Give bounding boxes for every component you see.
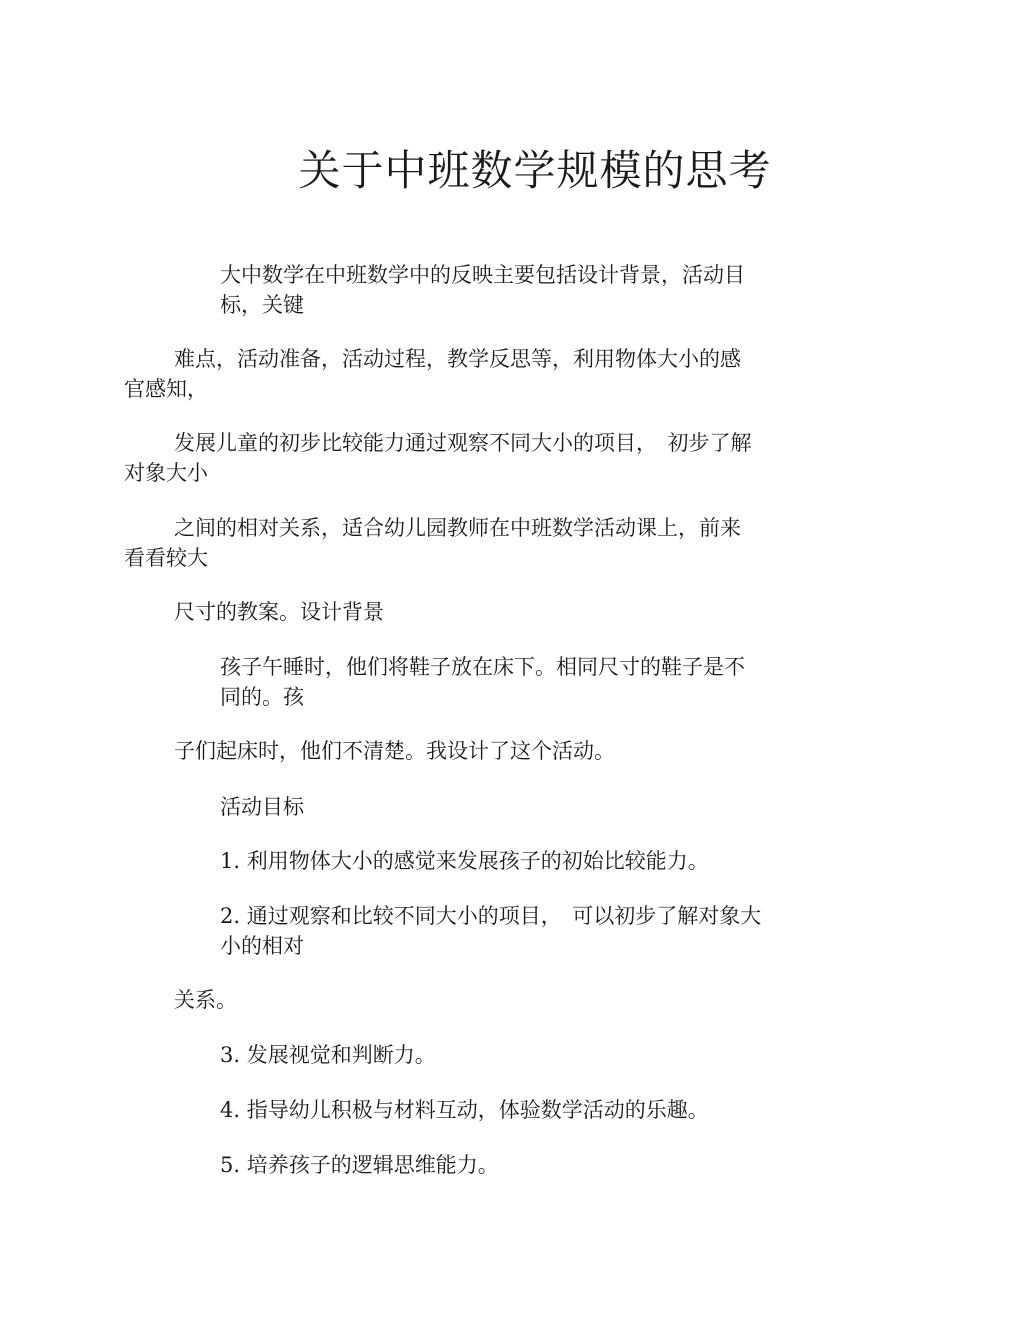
paragraph-4-line-2-wrap [124,543,208,573]
paragraph-2-line-1-wrap [174,344,741,374]
goal-item-5-text: 5. 培养孩子的逻辑思维能力。 [220,1153,499,1177]
paragraph-2-line-2: 官感知， [124,377,208,401]
paragraph-2-line-1: 难点，活动准备，活动过程，教学反思等，利用物体大小的感 [174,347,741,371]
paragraph-7-line-1: 子们起床时，他们不清楚。我设计了这个活动。 [174,739,615,763]
paragraph-2-line-2-wrap [124,374,208,404]
goal-item-2 [220,901,761,961]
goal-item-2-continuation-text: 关系。 [174,988,237,1012]
paragraph-4-line-1: 之间的相对关系，适合幼儿园教师在中班数学活动课上，前来 [174,516,741,540]
goal-item-5 [220,1150,499,1180]
paragraph-5 [174,597,384,627]
paragraph-7 [174,736,615,766]
goal-item-3-text: 3. 发展视觉和判断力。 [220,1043,436,1067]
goal-item-2-line-2: 小的相对 [220,934,304,958]
goal-item-2-continuation [174,985,237,1015]
section-heading-activity-goals [220,792,304,822]
goal-item-3 [220,1040,436,1070]
paragraph-6 [220,652,745,712]
paragraph-3-line-1: 发展儿童的初步比较能力通过观察不同大小的项目， 初步了解 [174,431,752,455]
goal-item-4 [220,1095,709,1125]
paragraph-5-line-1: 尺寸的教案。设计背景 [174,600,384,624]
paragraph-3-line-1-wrap [174,428,752,458]
goal-item-4-text: 4. 指导幼儿积极与材料互动，体验数学活动的乐趣。 [220,1098,709,1122]
paragraph-3-line-2: 对象大小 [124,461,208,485]
paragraph-6-line-2: 同的。孩 [220,685,304,709]
paragraph-3-line-2-wrap [124,458,208,488]
paragraph-4-line-2: 看看较大 [124,546,208,570]
paragraph-1-line-2: 标，关键 [220,293,304,317]
paragraph-4-line-1-wrap [174,513,741,543]
document-title: 关于中班数学规模的思考 [298,146,772,195]
paragraph-6-line-1: 孩子午睡时，他们将鞋子放在床下。相同尺寸的鞋子是不 [220,655,745,679]
paragraph-1-line-1: 大中数学在中班数学中的反映主要包括设计背景，活动目 [220,263,745,287]
paragraph-1 [220,260,745,320]
section-heading-text: 活动目标 [220,795,304,819]
goal-item-1 [220,846,709,876]
goal-item-2-line-1: 2. 通过观察和比较不同大小的项目， 可以初步了解对象大 [220,904,762,928]
goal-item-1-text: 1. 利用物体大小的感觉来发展孩子的初始比较能力。 [220,849,709,873]
